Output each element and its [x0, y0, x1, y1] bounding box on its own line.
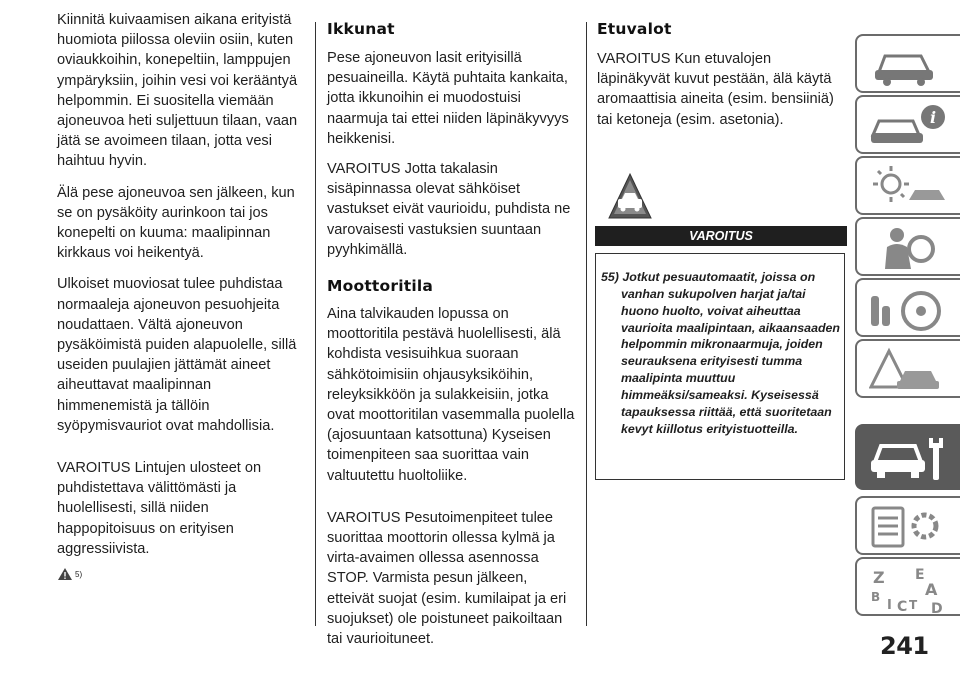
- svg-text:B: B: [871, 590, 881, 604]
- svg-text:i: i: [929, 108, 937, 127]
- section-heading: Moottoritila: [327, 277, 434, 296]
- svg-text:D: D: [931, 601, 943, 615]
- warning-reference: [57, 567, 303, 581]
- section-heading: Etuvalot: [597, 20, 672, 38]
- paragraph: Kiinnitä kuivaamisen aikana erityistä huomiota piilossa oleviin osiin, kuten oviaukkoihin, konepeltiin, lamppujen ympäryksiin, joihin vesi voi kerääntyä helpommin. Ei suositella viemään ajoneuvoa heti suljettuun tilaan, vaan jätä se avoimeen tilaan, jotta vesi haihtuu hyvin.: [57, 12, 298, 170]
- text-column-3: [597, 0, 847, 480]
- column-divider: [315, 22, 316, 626]
- lights-icon: [869, 164, 949, 210]
- car-icon: [869, 42, 949, 86]
- technical-data-icon: [869, 504, 949, 550]
- svg-text:Z: Z: [873, 568, 885, 587]
- text-column-1: [57, 0, 303, 581]
- svg-text:E: E: [915, 567, 925, 583]
- car-wrench-icon: [869, 434, 951, 486]
- index-alphabet-icon: [869, 565, 949, 615]
- tab-driving[interactable]: [855, 278, 960, 337]
- tab-vehicle-info[interactable]: [855, 95, 960, 154]
- warning-paragraph: VAROITUS Lintujen ulosteet on puhdistettava välittömästi ja huolellisesti, sillä niiden happopitoisuus on erityisen aggressiivista.: [57, 460, 262, 557]
- warning-text-block: [601, 269, 844, 438]
- tab-emergency[interactable]: [855, 339, 960, 398]
- paragraph: Pese ajoneuvon lasit erityisillä pesuaineilla. Käytä puhtaita kankaita, jotta ikkunoihin ei muodostuisi naarmuja tai ettei niiden läpinäkyvyys heikkenisi.: [327, 50, 569, 147]
- steering-wheel-icon: [869, 286, 949, 334]
- column-divider: [586, 22, 587, 626]
- car-wash-warning-icon: [607, 172, 653, 220]
- svg-text:I: I: [887, 598, 892, 613]
- svg-text:C: C: [897, 599, 908, 615]
- tab-vehicle-overview[interactable]: [855, 34, 960, 93]
- paragraph: Ulkoiset muoviosat tulee puhdistaa normaaleja ajoneuvon pesuohjeita noudattaen. Vältä ajoneuvon pysäköimistä puiden alapuolelle, sillä useiden puulajien jättämät aineet aiheuttavat maalipinnan himmenemistä ja tällöin syöpymisvauriot ovat mahdollisia.: [57, 276, 297, 434]
- svg-text:A: A: [925, 580, 938, 599]
- page-number: 241: [880, 632, 929, 660]
- warning-paragraph: VAROITUS Jotta takalasin sisäpinnassa olevat sähköiset vastukset eivät vaurioidu, puhdista ne varovaisesti vastuksien suuntaan pyyhkimällä.: [327, 161, 571, 258]
- warning-paragraph: VAROITUS Kun etuvalojen läpinäkyvät kuvut pestään, älä käytä aromaattisia aineita (esim. bensiiniä) tai ketoneja (esim. asetonia).: [597, 51, 834, 128]
- warning-title: VAROITUS: [595, 226, 847, 246]
- warning-triangle-icon: [57, 567, 73, 581]
- tab-lights[interactable]: [855, 156, 960, 215]
- warning-box: [595, 253, 845, 480]
- text-column-2: [327, 0, 577, 649]
- reference-number: 5): [75, 569, 83, 579]
- tab-technical-data[interactable]: [855, 496, 960, 555]
- airbag-person-icon: [869, 225, 949, 271]
- paragraph: Älä pese ajoneuvoa sen jälkeen, kun se on pysäköity aurinkoon tai jos konepelti on kuuma: maalipinnan kirkkaus voi heikentyä.: [57, 184, 295, 262]
- tab-index[interactable]: [855, 557, 960, 616]
- car-warning-icon: [869, 347, 949, 393]
- warning-text: Jotkut pesuautomaatit, joissa on vanhan sukupolven harjat ja/tai huono huolto, voivat aiheuttaa vaurioita maalipintaan, aikaansaaden helpommin mikronaarmuja, joiden seurauksena erityisesti tumma maalipinta muuttuu himmeäksi/sameaksi. Kyseisessä tapauksessa riittää, että suoritetaan kevyt kiillotus erityistuotteilla.: [621, 269, 840, 436]
- car-info-icon: [869, 103, 949, 151]
- svg-text:T: T: [909, 598, 918, 612]
- tab-maintenance[interactable]: [855, 424, 960, 490]
- warning-paragraph: VAROITUS Pesutoimenpiteet tulee suorittaa moottorin ollessa kylmä ja virta-avaimen ollessa asennossa STOP. Varmista pesun jälkeen, etteivät suojat (esim. kumilaipat ja eri suojukset) ole poistuneet paikoiltaan tai vaurioituneet.: [327, 509, 567, 648]
- paragraph: Aina talvikauden lopussa on moottoritila pestävä huolellisesti, älä kohdista vesisuihkua suoraan sähkötoimisiin ohjausyksiköihin, releyksikköön ja sulakkeisiin, jotka ovat moottoritilan vasemmalla puolella (ajosuuntaan katsottuna) Kyseisen toimenpiteen saa suorittaa vain valtuutettu huoltoliike.: [327, 306, 575, 484]
- tab-safety[interactable]: [855, 217, 960, 276]
- section-heading: Ikkunat: [327, 20, 395, 38]
- warning-number: 55): [601, 269, 619, 284]
